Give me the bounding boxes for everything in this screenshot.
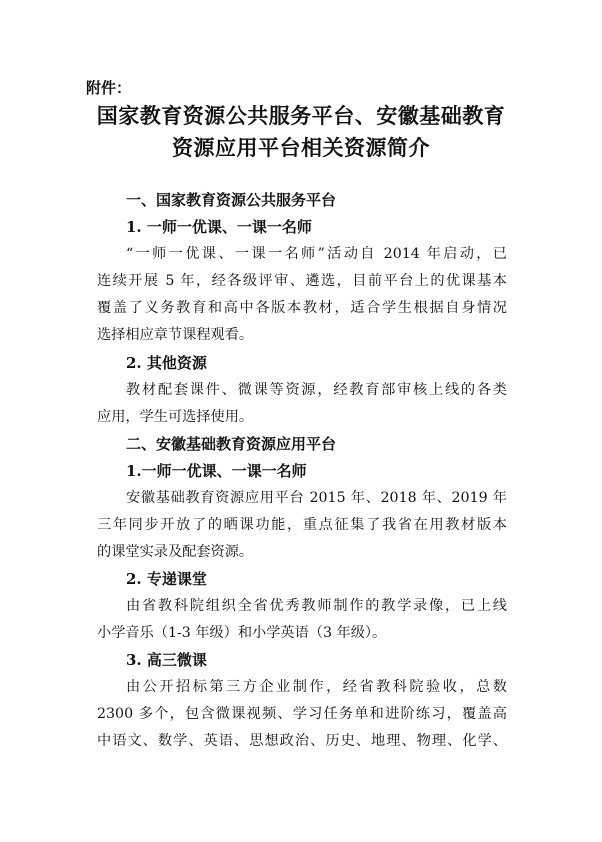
paragraph-line: 由省教科院组织全省优秀教师制作的教学录像，已上线 — [126, 598, 507, 614]
section-1-heading: 一、国家教育资源公共服务平台 — [126, 191, 337, 209]
paragraph-line: 三年同步开放了的晒课功能，重点征集了我省在用教材版本 — [97, 517, 507, 533]
attachment-label: 附件： — [86, 79, 132, 97]
document-title-line-1: 国家教育资源公共服务平台、安徽基础教育 — [96, 103, 506, 128]
section-2-heading: 二、安徽基础教育资源应用平台 — [126, 435, 337, 453]
section-1-item-1-heading: 1. 一师一优课、一课一名师 — [126, 218, 312, 236]
section-2-item-1-heading: 1.一师一优课、一课一名师 — [126, 462, 307, 480]
paragraph-line: 小学音乐（1-3 年级）和小学英语（3 年级）。 — [97, 625, 387, 641]
paragraph-line: 由公开招标第三方企业制作，经省教科院验收，总数 — [126, 679, 507, 695]
paragraph-line: 连续开展 5 年，经各级评审、遴选，目前平台上的优课基本 — [97, 273, 507, 289]
paragraph-line: 选择相应章节课程观看。 — [97, 327, 254, 343]
paragraph-line: 覆盖了义务教育和高中各版本教材，适合学生根据自身情况 — [97, 300, 507, 316]
document-title-line-2: 资源应用平台相关资源简介 — [172, 135, 430, 160]
paragraph-line: 2300 多个，包含微课视频、学习任务单和进阶练习，覆盖高 — [97, 706, 507, 722]
paragraph-line: 中语文、数学、英语、思想政治、历史、地理、物理、化学、 — [97, 733, 507, 749]
paragraph-line: 安徽基础教育资源应用平台 2015 年、2018 年、2019 年 — [126, 490, 507, 506]
paragraph-line: 的课堂实录及配套资源。 — [97, 544, 254, 560]
section-1-item-2-heading: 2. 其他资源 — [126, 354, 207, 372]
paragraph-line: 教材配套课件、微课等资源，经教育部审核上线的各类 — [126, 382, 507, 398]
paragraph-line: “一师一优课、一课一名师”活动自 2014 年启动，已 — [126, 246, 507, 262]
section-2-item-2-heading: 2. 专递课堂 — [126, 570, 207, 588]
section-2-item-3-heading: 3. 高三微课 — [126, 651, 207, 669]
paragraph-line: 应用，学生可选择使用。 — [97, 409, 254, 425]
